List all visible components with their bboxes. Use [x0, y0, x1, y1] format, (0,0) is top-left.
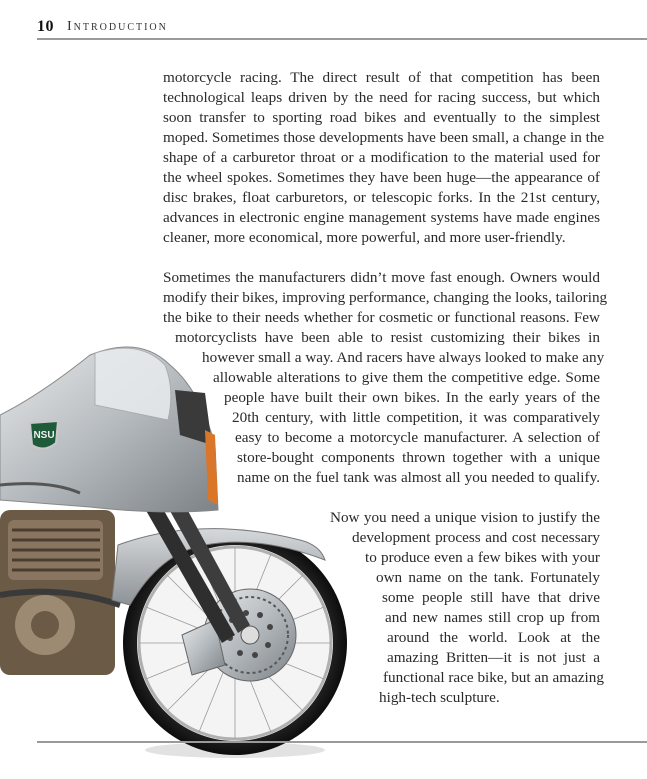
p3-line-10: high-tech sculpture. [379, 689, 500, 706]
p3-line-5: some people still have that drive [382, 589, 600, 606]
p1-line-9: cleaner, more economical, more powerful, and more user-friendly. [163, 229, 566, 246]
p2-line-3: the bike to their needs whether for cosmetic or functional reasons. Few [163, 309, 600, 326]
p2-line-7: people have built their own bikes. In the early years of the [224, 389, 600, 406]
engine [0, 510, 120, 675]
running-header [37, 18, 647, 40]
p2-line-4: motorcyclists have been able to resist customizing their bikes in [175, 329, 600, 346]
p1-line-1: motorcycle racing. The direct result of that competition has been [163, 69, 600, 86]
p3-line-4: own name on the tank. Fortunately [376, 569, 600, 586]
nsu-badge [30, 421, 58, 449]
p2-line-5: however small a way. And racers have always looked to make any [202, 349, 605, 366]
p3-line-6: and new names still crop up from [385, 609, 600, 626]
p2-line-8: 20th century, with little competition, it was comparatively [232, 409, 600, 426]
p2-line-11: name on the fuel tank was almost all you needed to qualify. [237, 469, 600, 486]
p2-line-2: modify their bikes, improving performance, changing the looks, tailoring [163, 289, 608, 306]
p2-line-6: allowable alterations to give them the competitive edge. Some [213, 369, 600, 386]
p1-line-4: moped. Sometimes those developments have been small, a change in the [163, 129, 605, 146]
p3-line-1: Now you need a unique vision to justify the [330, 509, 600, 526]
p2-line-1: Sometimes the manufacturers didn’t move fast enough. Owners would [163, 269, 600, 286]
p3-line-2: development process and cost necessary [352, 529, 600, 546]
badge-text: NSU [33, 430, 55, 441]
header-rule [37, 38, 647, 40]
p1-line-6: the wheel spokes. Sometimes they have been huge—the appearance of [163, 169, 600, 186]
p1-line-7: disc brakes, float carburetors, or telescopic forks. In the 21st century, [163, 189, 600, 206]
p1-line-2: technological leaps driven by the need for racing success, but which [163, 89, 600, 106]
chapter-title: Introduction [67, 19, 168, 34]
footer-rule [37, 741, 647, 743]
p2-line-10: store-bought components thrown together with a unique [237, 449, 600, 466]
p3-line-8: amazing Britten—it is not just a [387, 649, 600, 666]
p1-line-3: soon transfer to sporting road bikes and eventually to the simplest [163, 109, 600, 126]
p1-line-5: shape of a carburetor throat or a modification to the material used for [163, 149, 600, 166]
p1-line-8: advances in electronic engine management systems have made engines [163, 209, 600, 226]
p2-line-9: easy to become a motorcycle manufacturer. A selection of [235, 429, 600, 446]
p3-line-3: to produce even a few bikes with your [365, 549, 600, 566]
p3-line-9: functional race bike, but an amazing [383, 669, 604, 686]
p3-line-7: around the world. Look at the [387, 629, 600, 646]
page-number: 10 [37, 18, 54, 35]
